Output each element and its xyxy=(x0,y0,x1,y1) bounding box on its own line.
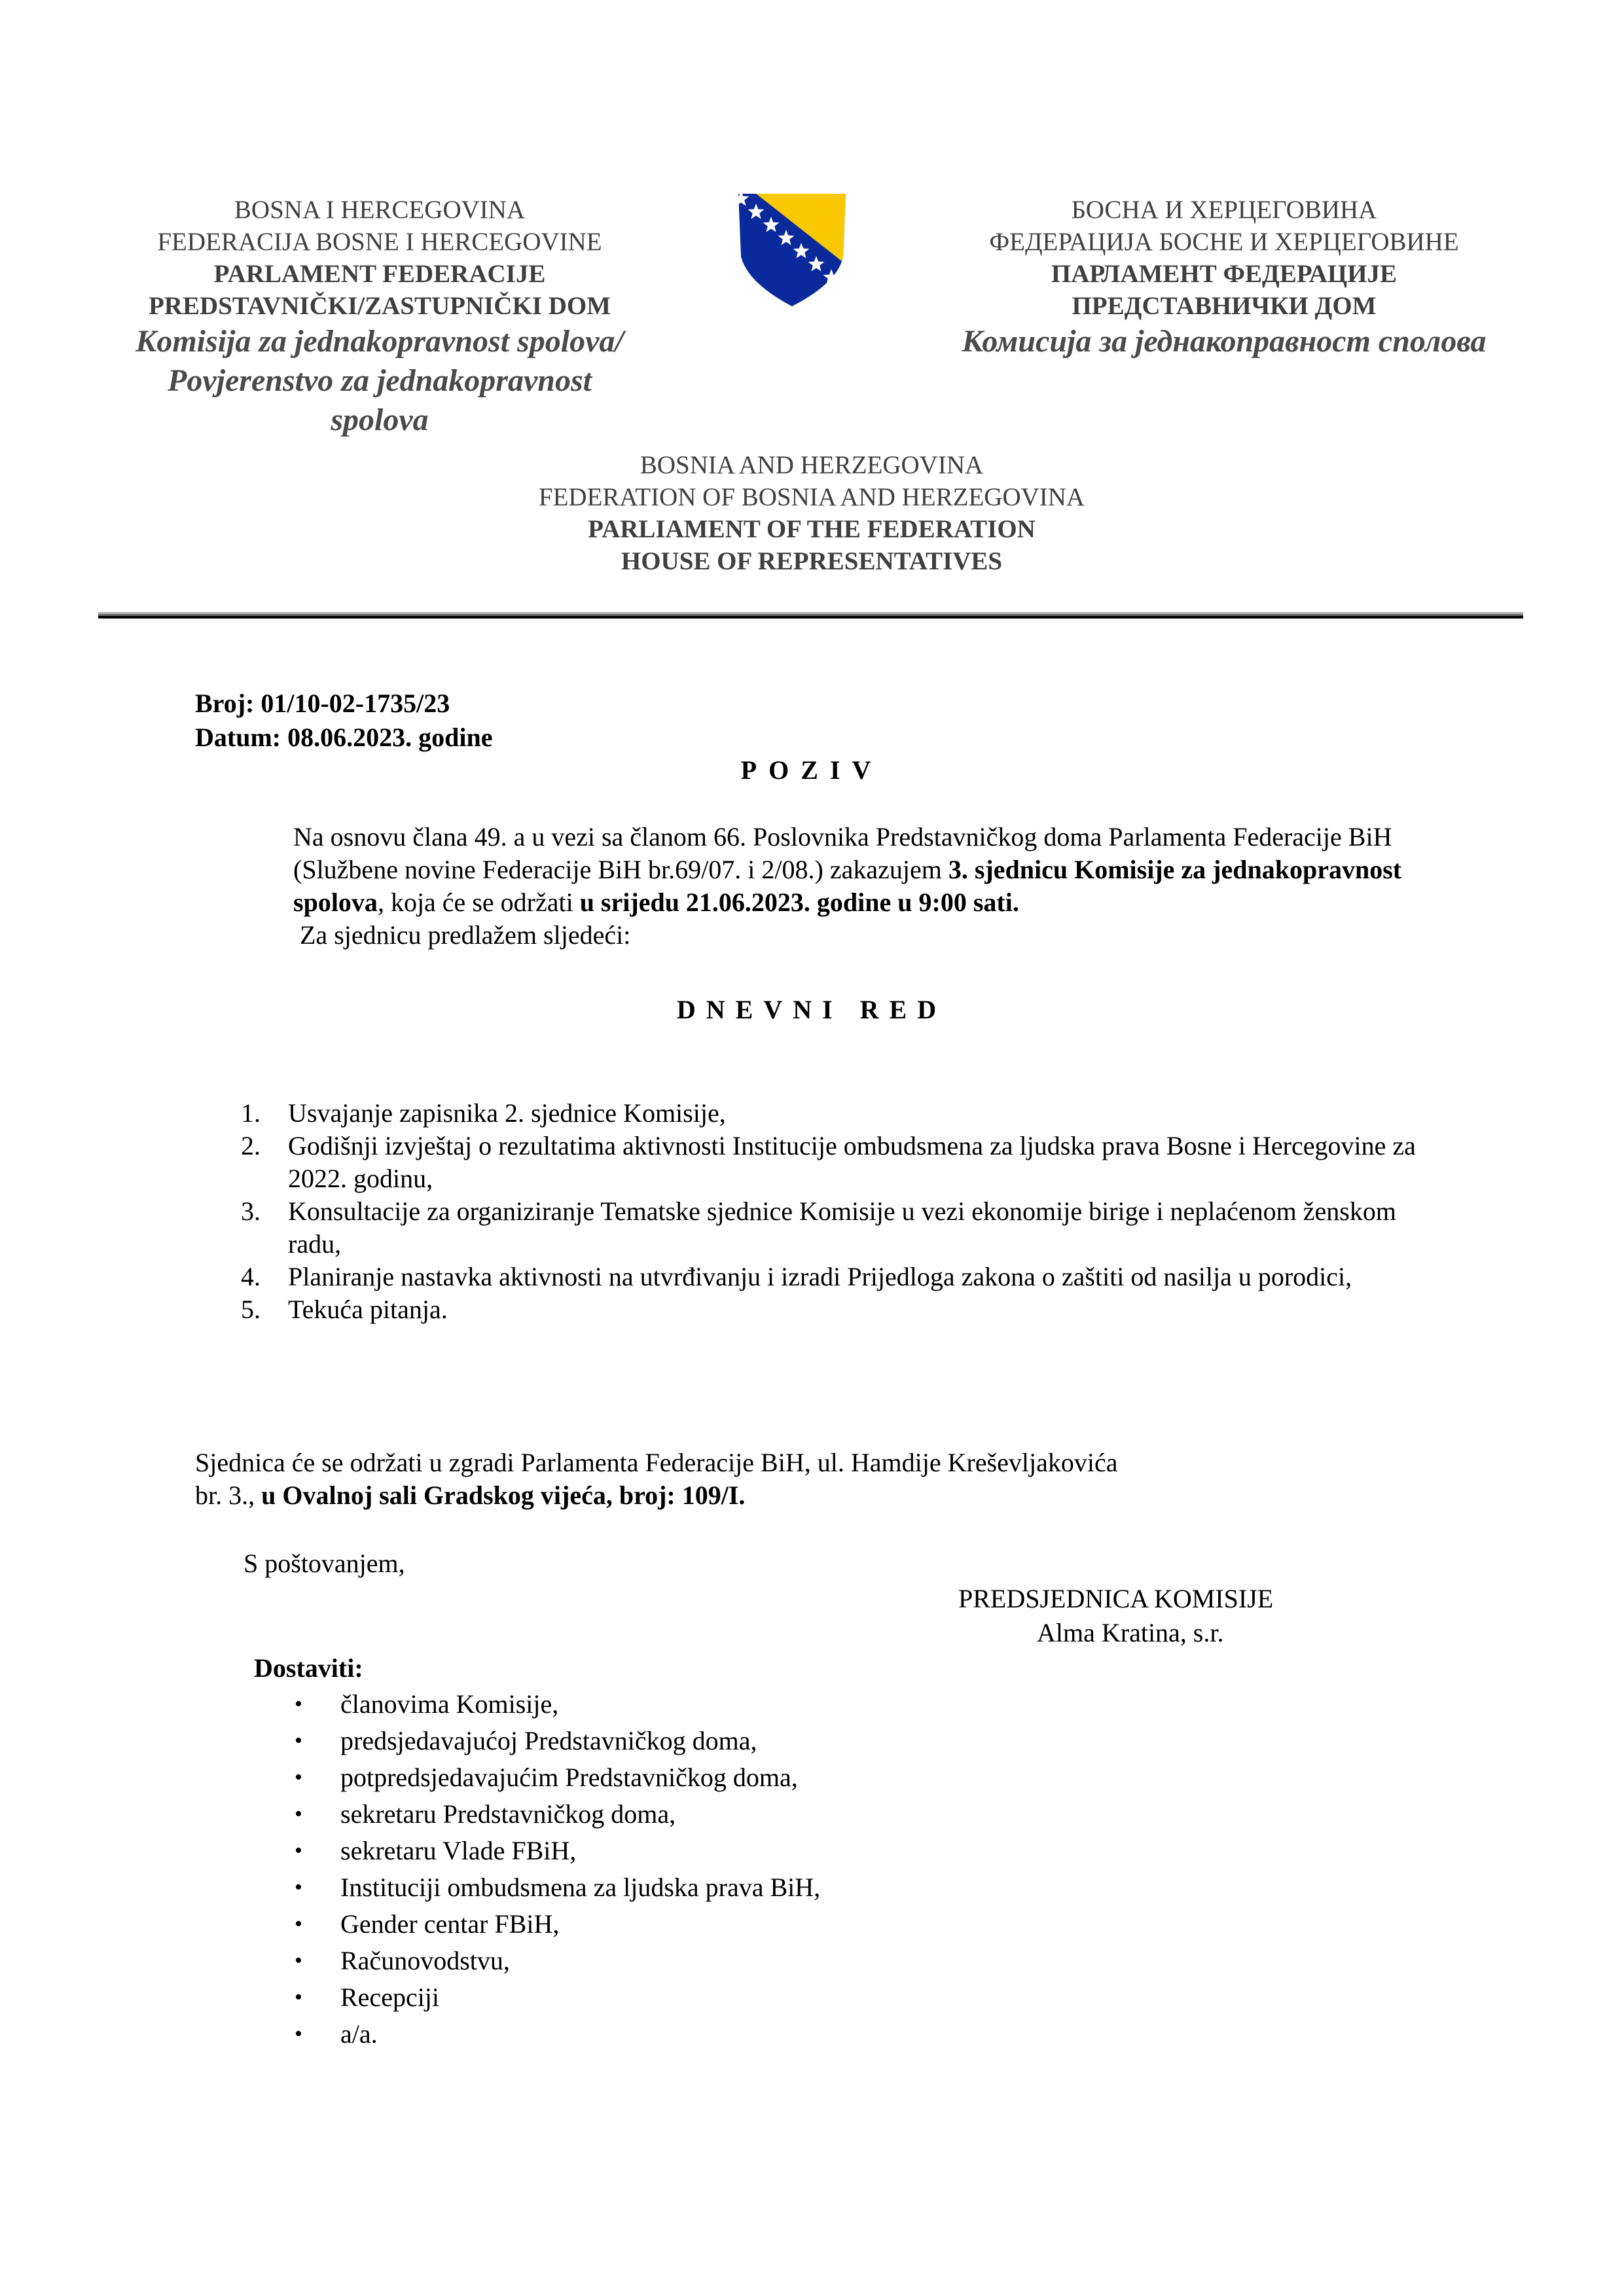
distribution-list xyxy=(288,1686,820,2053)
distribution-item-text: Računovodstvu, xyxy=(340,1946,510,1975)
distribution-item-text: članovima Komisije, xyxy=(340,1689,559,1719)
agenda-item-number: 2. xyxy=(241,1131,261,1160)
distribution-item-text: sekretaru Predstavničkog doma, xyxy=(340,1799,676,1829)
header-house-cyr: ПРЕДСТАВНИЧКИ ДОМ xyxy=(1072,292,1377,320)
agenda-item-text: Konsultacije za organiziranje Tematske sjednice Komisije u vezi ekonomije birige i neplaćenom ženskom radu, xyxy=(288,1196,1396,1259)
intro-text xyxy=(195,821,1439,919)
agenda-item-text: Planiranje nastavka aktivnosti na utvrđivanju i izradi Prijedloga zakona o zaštiti od nasilja u porodici, xyxy=(288,1262,1352,1291)
header-parliament-cyr: ПАРЛАМЕНТ ФЕДЕРАЦИЈЕ xyxy=(1051,260,1398,288)
intro-session-date: u srijedu 21.06.2023. godine u 9:00 sati. xyxy=(579,888,1019,917)
agenda-item xyxy=(236,1130,1453,1195)
header-commission-cyr: Комисија за једнакоправност сполова xyxy=(962,324,1487,359)
header-commission-alt-cont: spolova xyxy=(331,403,429,437)
intro-session: 3. sjednicu Komisije za jednakopravnost spolova xyxy=(293,855,1402,917)
distribution-item-text: Gender centar FBiH, xyxy=(340,1909,560,1939)
distribution-item-text: Recepciji xyxy=(340,1982,440,2012)
distribution-item-text: potpredsjedavajućim Predstavničkog doma, xyxy=(340,1763,798,1792)
header-federation-en: FEDERATION OF BOSNIA AND HERZEGOVINA xyxy=(538,483,1085,511)
header-house-en: HOUSE OF REPRESENTATIVES xyxy=(621,547,1003,575)
venue-paragraph xyxy=(195,1446,1373,1512)
bullet-icon: • xyxy=(295,1729,302,1753)
agenda-item-text: Usvajanje zapisnika 2. sjednice Komisije, xyxy=(288,1098,726,1128)
agenda-list xyxy=(236,1097,1453,1326)
bullet-icon: • xyxy=(295,1985,302,2009)
agenda-item xyxy=(236,1261,1453,1293)
signatory-title: PREDSJEDNICA KOMISIJE xyxy=(958,1584,1274,1613)
agenda-item xyxy=(236,1097,1453,1130)
venue-room: u Ovalnoj sali Gradskog vijeća, broj: 109/I. xyxy=(261,1480,746,1510)
distribution-item xyxy=(288,1869,820,1906)
distribution-label: Dostaviti: xyxy=(254,1653,363,1683)
header-parliament: PARLAMENT FEDERACIJE xyxy=(213,260,546,288)
header-country-cyr: БОСНА И ХЕРЦЕГОВИНА xyxy=(1071,196,1377,224)
distribution-item-text: predsjedavajućoj Predstavničkog doma, xyxy=(340,1726,757,1755)
venue-line-2 xyxy=(195,1479,1373,1512)
distribution-item xyxy=(288,1723,820,1759)
distribution-item xyxy=(288,1759,820,1796)
venue-line-1: Sjednica će se održati u zgradi Parlamenta Federacije BiH, ul. Hamdije Kreševljakovića xyxy=(195,1448,1118,1477)
header-separator xyxy=(98,612,1523,619)
header-left-latin xyxy=(105,194,655,440)
distribution-item xyxy=(288,1943,820,1979)
header-country: BOSNA I HERCEGOVINA xyxy=(234,196,526,224)
agenda-item-number: 5. xyxy=(241,1295,261,1324)
bullet-icon: • xyxy=(295,1765,302,1789)
intro-text-c: , koja će se održati xyxy=(377,888,580,917)
header-commission: Komisija za jednakopravnost spolova/ xyxy=(135,324,624,359)
agenda-title: DNEVNI RED xyxy=(676,995,947,1024)
agenda-item-text: Tekuća pitanja. xyxy=(288,1295,448,1324)
bullet-icon: • xyxy=(295,2022,302,2046)
coat-of-arms-icon xyxy=(733,191,851,309)
venue-street-number: br. 3., xyxy=(195,1480,262,1510)
intro-text-a: Na osnovu člana 49. a u vezi sa članom 66. Poslovnika Predstavničkog doma Parlamenta Federacije BiH (Službene novine Federacije BiH br.69/07. i 2/08.) zakazujem xyxy=(293,822,1392,884)
bullet-icon: • xyxy=(295,1802,302,1826)
bullet-icon: • xyxy=(295,1875,302,1899)
header-house: PREDSTAVNIČKI/ZASTUPNIČKI DOM xyxy=(148,292,611,320)
header-federation-cyr: ФЕДЕРАЦИЈА БОСНЕ И ХЕРЦЕГОВИНЕ xyxy=(989,228,1459,256)
bullet-icon: • xyxy=(295,1912,302,1936)
bullet-icon: • xyxy=(295,1692,302,1716)
document-date: Datum: 08.06.2023. godine xyxy=(195,723,493,752)
header-country-en: BOSNIA AND HERZEGOVINA xyxy=(640,451,984,479)
signatory-name: Alma Kratina, s.r. xyxy=(1037,1618,1224,1647)
distribution-item xyxy=(288,2016,820,2053)
agenda-item-text: Godišnji izvještaj o rezultatima aktivnosti Institucije ombudsmena za ljudska prava Bosne i Hercegovine za 2022. godinu, xyxy=(288,1131,1416,1193)
header-parliament-en: PARLIAMENT OF THE FEDERATION xyxy=(588,515,1036,543)
agenda-item xyxy=(236,1293,1453,1326)
distribution-item xyxy=(288,1796,820,1833)
header-center-english xyxy=(419,449,1204,577)
distribution-item xyxy=(288,1686,820,1723)
agenda-item-number: 1. xyxy=(241,1098,261,1128)
distribution-item-text: Instituciji ombudsmena za ljudska prava BiH, xyxy=(340,1873,821,1902)
distribution-item xyxy=(288,1979,820,2016)
intro-paragraph xyxy=(195,821,1439,952)
bullet-icon: • xyxy=(295,1839,302,1863)
header-commission-alt: Povjerenstvo za jednakopravnost xyxy=(168,363,592,398)
agenda-item-number: 4. xyxy=(241,1262,261,1291)
agenda-item-number: 3. xyxy=(241,1196,261,1226)
header-federation: FEDERACIJA BOSNE I HERCEGOVINE xyxy=(157,228,602,256)
bullet-icon: • xyxy=(295,1948,302,1973)
intro-proposal: Za sjednicu predlažem sljedeći: xyxy=(300,920,631,950)
distribution-item xyxy=(288,1906,820,1943)
document-title: POZIV xyxy=(740,755,883,785)
agenda-item xyxy=(236,1195,1453,1261)
distribution-item-text: sekretaru Vlade FBiH, xyxy=(340,1836,577,1865)
distribution-item-text: a/a. xyxy=(340,2019,378,2049)
closing-regards: S poštovanjem, xyxy=(244,1549,405,1578)
document-number: Broj: 01/10-02-1735/23 xyxy=(195,689,450,718)
distribution-item xyxy=(288,1833,820,1869)
header-right-cyrillic xyxy=(929,194,1519,361)
